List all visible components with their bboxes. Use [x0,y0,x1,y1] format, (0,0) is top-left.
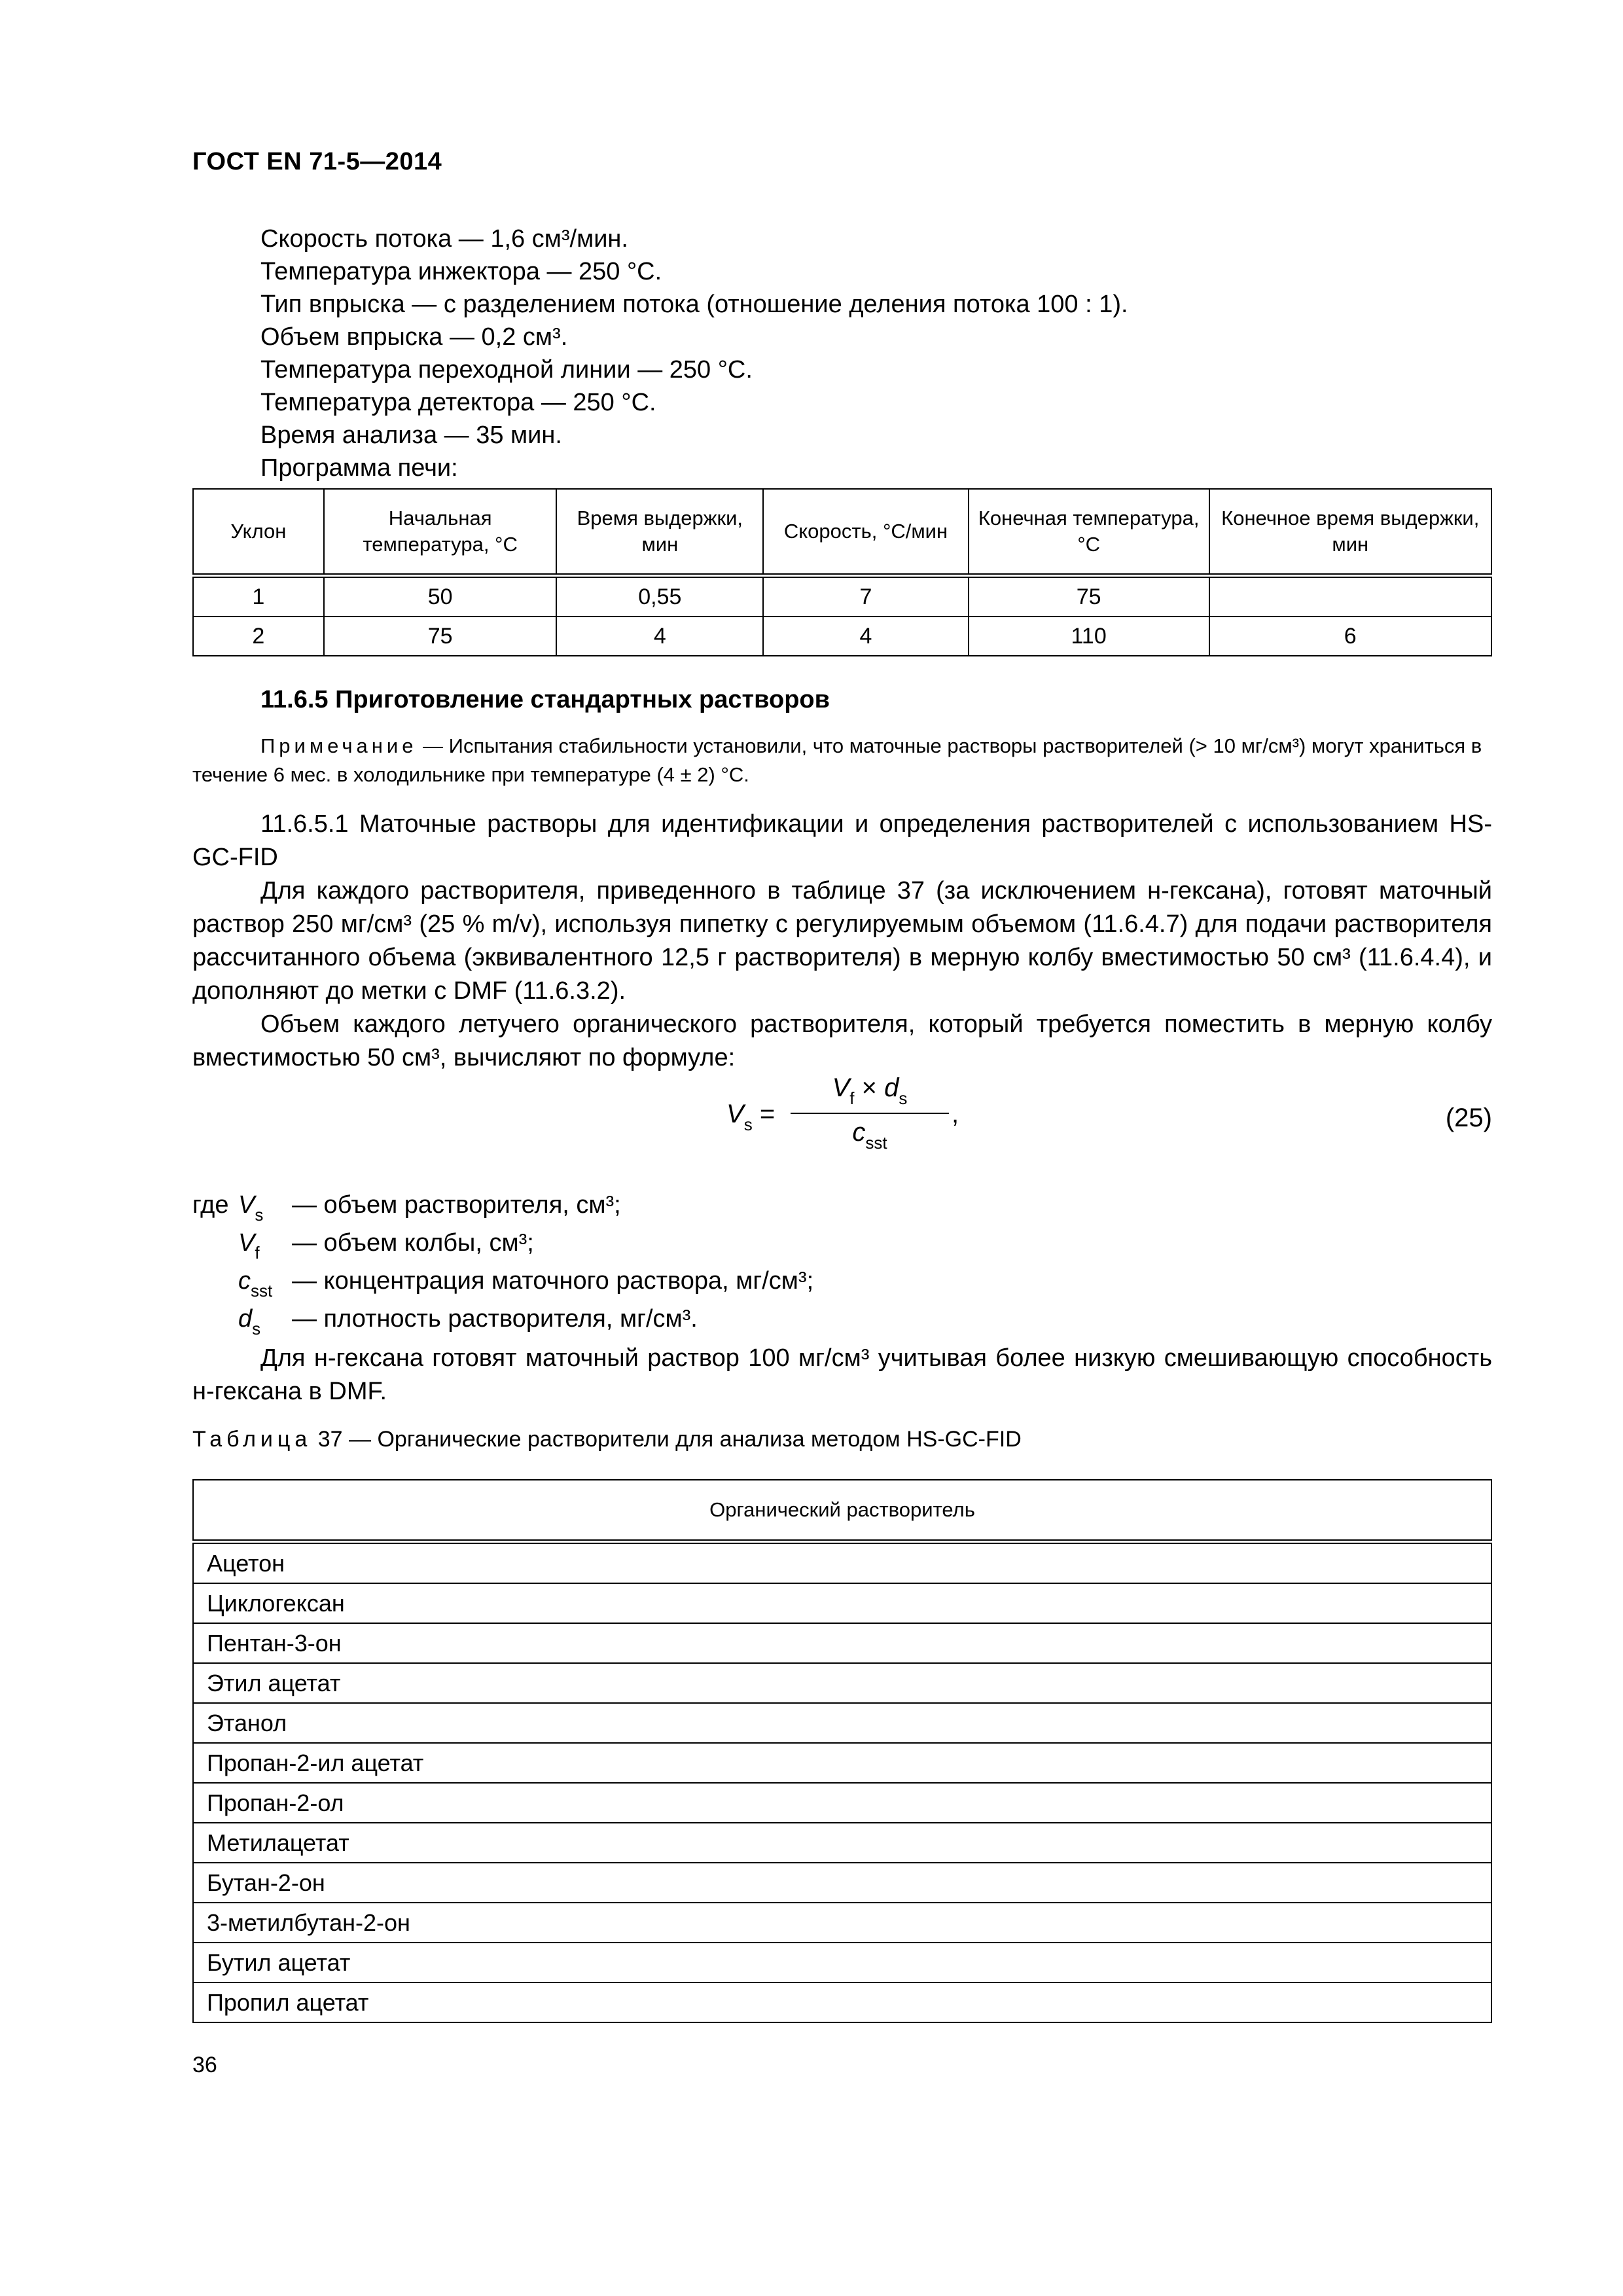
formula-comma: , [952,1100,959,1128]
param-injection-volume: Объем впрыска — 0,2 см³. [260,323,568,351]
solvents-table [192,1479,1492,2023]
solvent-cell: Ацетон [193,1542,1491,1584]
table-row [193,1903,1491,1943]
param-detector-temp: Температура детектора — 250 °С. [260,389,656,416]
subsection-heading: 11.6.5.1 Маточные растворы для идентификации и определения растворителей с использованием HS-GC-FID [192,810,1492,871]
section-title: 11.6.5 Приготовление стандартных растворов [260,686,830,713]
note-label: Примечание [260,734,418,757]
solvents-header: Органический растворитель [193,1480,1491,1542]
definition-text: — объем колбы, см³; [292,1229,534,1257]
gc-parameters [260,223,1128,484]
equation-number: (25) [1445,1103,1492,1132]
paragraph-volume: Объем каждого летучего органического растворителя, который требуется поместить в мерную колбу вместимостью 50 см³, вычисляют по формуле: [192,1011,1492,1071]
oven-program-table [192,488,1492,656]
formula-fraction [791,1073,949,1153]
table-row [193,1663,1491,1703]
table-row [193,1743,1491,1783]
table-caption [192,1427,1022,1452]
solvent-cell: Пропан-2-ил ацетат [193,1743,1491,1783]
table-row [193,1943,1491,1982]
table-cell: 0,55 [556,576,763,617]
param-flow-rate: Скорость потока — 1,6 см³/мин. [260,225,628,253]
table-row [193,1783,1491,1823]
formula-lhs: $V_s$ = [726,1100,776,1134]
page-number: 36 [192,2053,217,2077]
where-label: где [192,1191,229,1219]
table-cell: 2 [193,617,324,656]
solvent-cell: Метилацетат [193,1823,1491,1863]
solvent-cell: Пропан-2-ол [193,1783,1491,1823]
table-cell: 4 [556,617,763,656]
note [192,732,1492,789]
definition-symbol: $V_s$ [238,1191,264,1225]
table-cell: 1 [193,576,324,617]
param-analysis-time: Время анализа — 35 мин. [260,422,562,449]
oven-header-cell: Уклон [193,489,324,576]
definition-text: — плотность растворителя, мг/см³. [292,1305,698,1333]
definition-symbol: $V_f$ [238,1229,260,1263]
table-row [193,1623,1491,1663]
oven-header-cell: Конечное время выдержки, мин [1209,489,1492,576]
document-code: ГОСТ EN 71-5—2014 [192,148,442,175]
table-row [193,576,1491,617]
table-row [193,1982,1491,2022]
oven-header-cell: Скорость, °С/мин [763,489,969,576]
table-row [193,1863,1491,1903]
definition-symbol: $c_{sst}$ [238,1267,273,1300]
solvent-cell: Этил ацетат [193,1663,1491,1703]
oven-header-cell: Время выдержки, мин [556,489,763,576]
solvent-cell: Пентан-3-он [193,1623,1491,1663]
param-transfer-line-temp: Температура переходной линии — 250 °С. [260,356,753,384]
param-injector-temp: Температура инжектора — 250 °С. [260,258,662,285]
oven-header-cell: Конечная температура, °С [969,489,1209,576]
table-row [193,1703,1491,1743]
formula-numerator: $V_f \times d_s$ [832,1073,908,1108]
table-cell [1209,576,1492,617]
note-text: — Испытания стабильности установили, что маточные растворы растворителей (> 10 мг/см³) могут храниться в течение 6 мес. в холодильнике при температуре (4 ± 2) °С. [192,734,1482,786]
solvent-cell: Бутан-2-он [193,1863,1491,1903]
definition-text: — концентрация маточного раствора, мг/см³; [292,1267,814,1295]
solvent-cell: Бутил ацетат [193,1943,1491,1982]
table-row [193,1823,1491,1863]
table-cell: 7 [763,576,969,617]
solvent-cell: 3-метилбутан-2-он [193,1903,1491,1943]
param-injection-type: Тип впрыска — с разделением потока (отношение деления потока 100 : 1). [260,291,1128,318]
table-row [193,617,1491,656]
table-cell: 50 [324,576,557,617]
solvent-cell: Этанол [193,1703,1491,1743]
caption-text: 37 — Органические растворители для анализа методом HS-GC-FID [312,1427,1022,1452]
caption-label: Таблица [192,1427,312,1452]
formula-denominator: $c_{sst}$ [852,1118,887,1153]
solvent-cell: Пропил ацетат [193,1982,1491,2022]
oven-header-cell: Начальная температура, °С [324,489,557,576]
solvent-cell: Циклогексан [193,1583,1491,1623]
table-cell: 110 [969,617,1209,656]
definition-symbol: $d_s$ [238,1305,261,1338]
definition-text: — объем растворителя, см³; [292,1191,621,1219]
table-row [193,1583,1491,1623]
table-row [193,1542,1491,1584]
paragraph-stock-solution: Для каждого растворителя, приведенного в таблице 37 (за исключением н-гексана), готовят маточный раствор 250 мг/см³ (25 % m/v), используя пипетку с регулируемым объемом (11.6.4.7) для подачи растворителя рассчитанного объема (эквивалентного 12,5 г растворителя) в мерную колбу вместимостью 50 см³ (11.6.4.4), и дополняют до метки с DMF (11.6.3.2). [192,877,1492,1005]
param-oven-program: Программа печи: [260,454,458,482]
table-cell: 75 [969,576,1209,617]
table-cell: 75 [324,617,557,656]
table-cell: 6 [1209,617,1492,656]
paragraph-hexane: Для н-гексана готовят маточный раствор 100 мг/см³ учитывая более низкую смешивающую способность н-гексана в DMF. [192,1344,1492,1405]
table-cell: 4 [763,617,969,656]
